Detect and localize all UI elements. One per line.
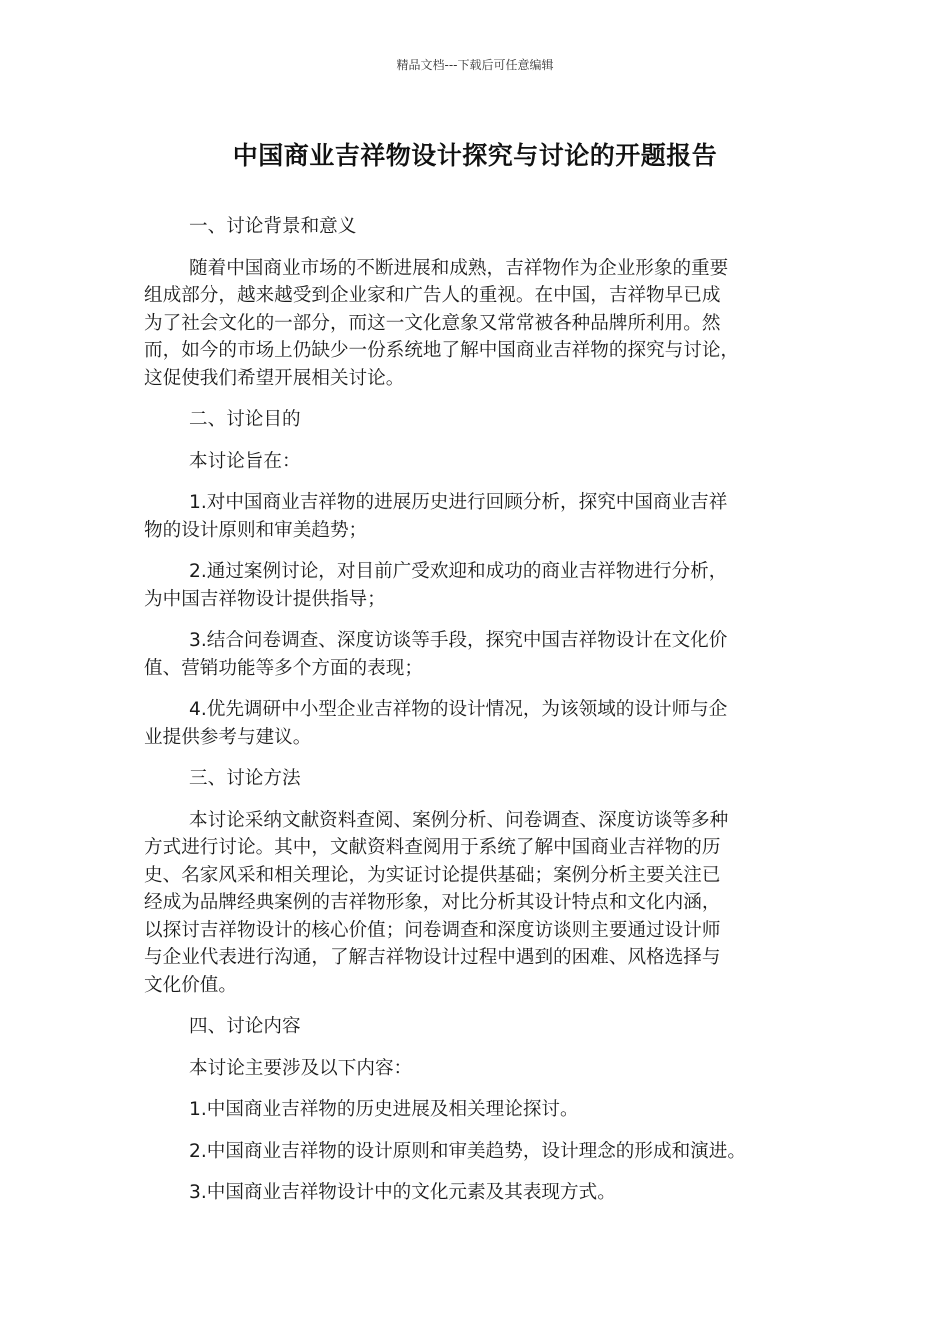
paragraph-purpose-intro: 本讨论旨在： [189,450,301,472]
text-line: 为了社会文化的一部分，而这一文化意象又常常被各种品牌所利用。然 [144,312,721,334]
document-title: 中国商业吉祥物设计探究与讨论的开题报告 [232,141,718,170]
text-line: 值、营销功能等多个方面的表现； [144,657,423,679]
text-line: 这促使我们希望开展相关讨论。 [144,367,405,389]
paragraph-content-intro: 本讨论主要涉及以下内容： [189,1057,413,1079]
text-line: 随着中国商业市场的不断进展和成熟，吉祥物作为企业形象的重要 [189,257,729,279]
text-line: 与企业代表进行沟通，了解吉祥物设计过程中遇到的困难、风格选择与 [144,947,721,968]
content-item: 1.中国商业吉祥物的历史进展及相关理论探讨。 [189,1099,579,1120]
text-line: 文化价值。 [144,974,237,996]
text-line: 本讨论采纳文献资料查阅、案例分析、问卷调查、深度访谈等多种 [189,809,729,831]
text-line: 以探讨吉祥物设计的核心价值；问卷调查和深度访谈则主要通过设计师 [144,919,721,941]
section-heading-purpose: 二、讨论目的 [189,409,301,430]
section-heading-content: 四、讨论内容 [189,1016,301,1037]
paragraph-method [144,807,794,1000]
text-line: 组成部分，越来越受到企业家和广告人的重视。在中国，吉祥物早已成 [144,285,721,306]
text-line: 1.对中国商业吉祥物的进展历史进行回顾分析，探究中国商业吉祥 [189,492,728,513]
page-header: 精品文档---下载后可任意编辑 [396,58,554,72]
document-body [144,213,794,1221]
text-line: 2.通过案例讨论，对目前广受欢迎和成功的商业吉祥物进行分析， [189,561,728,582]
section-heading-method: 三、讨论方法 [189,768,301,789]
text-line: 方式进行讨论。其中，文献资料查阅用于系统了解中国商业吉祥物的历 [144,837,721,858]
text-line: 业提供参考与建议。 [144,726,312,748]
paragraph-background [144,255,794,393]
text-line: 4.优先调研中小型企业吉祥物的设计情况，为该领域的设计师与企 [189,699,728,720]
text-line: 史、名家风采和相关理论，为实证讨论提供基础；案例分析主要关注已 [144,864,721,886]
purpose-item [144,696,794,751]
purpose-item [144,627,794,682]
purpose-item [144,558,794,613]
content-item: 2.中国商业吉祥物的设计原则和审美趋势，设计理念的形成和演进。 [189,1140,746,1162]
text-line: 经成为品牌经典案例的吉祥物形象，对比分析其设计特点和文化内涵， [144,892,721,913]
content-item: 3.中国商业吉祥物设计中的文化元素及其表现方式。 [189,1182,616,1203]
purpose-item [144,489,794,544]
section-heading-background: 一、讨论背景和意义 [189,216,357,237]
text-line: 为中国吉祥物设计提供指导； [144,588,386,610]
text-line: 物的设计原则和审美趋势； [144,519,368,541]
text-line: 3.结合问卷调查、深度访谈等手段，探究中国吉祥物设计在文化价 [189,630,728,651]
text-line: 而，如今的市场上仍缺少一份系统地了解中国商业吉祥物的探究与讨论， [144,340,740,361]
